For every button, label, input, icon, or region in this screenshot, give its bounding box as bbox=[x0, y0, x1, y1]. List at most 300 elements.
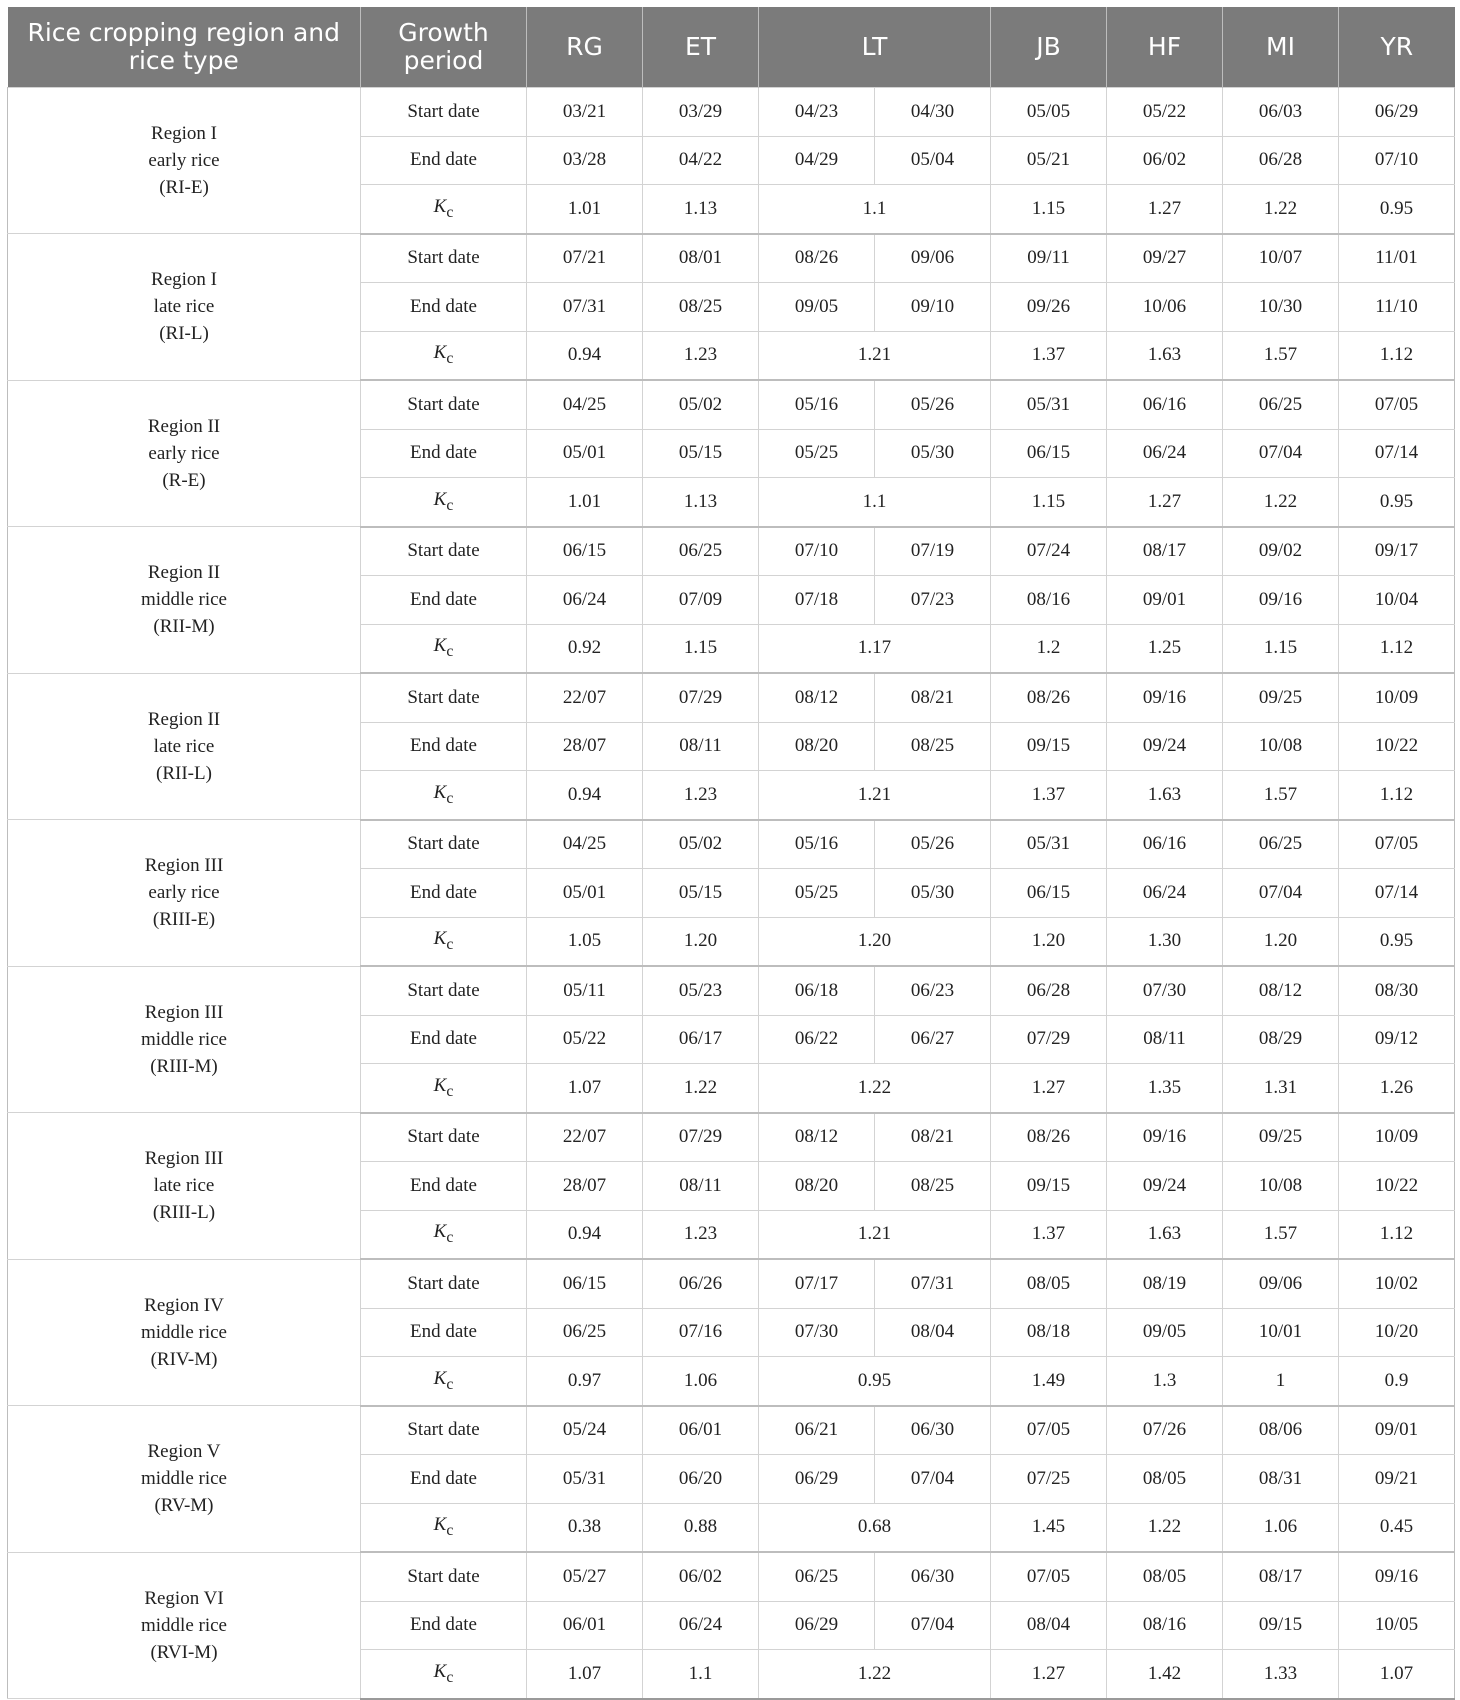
start-date-cell: 09/02 bbox=[1223, 527, 1339, 576]
end-date-cell: 08/20 bbox=[759, 1162, 875, 1211]
kc-cell: 1.22 bbox=[759, 1650, 991, 1699]
start-date-cell: 07/05 bbox=[1339, 380, 1455, 429]
kc-subscript: c bbox=[446, 789, 454, 807]
kc-cell: 1.12 bbox=[1339, 331, 1455, 380]
end-date-cell: 07/04 bbox=[1223, 429, 1339, 478]
end-date-cell: 04/22 bbox=[643, 136, 759, 185]
start-date-cell: 07/05 bbox=[991, 1552, 1107, 1601]
end-date-cell: 07/14 bbox=[1339, 429, 1455, 478]
end-date-cell: 11/10 bbox=[1339, 283, 1455, 332]
region-name: Region II bbox=[147, 415, 221, 437]
kc-cell: 1.42 bbox=[1107, 1650, 1223, 1699]
kc-cell: 1.1 bbox=[759, 478, 991, 527]
kc-cell: 1.12 bbox=[1339, 1210, 1455, 1259]
end-date-cell: 06/24 bbox=[1107, 429, 1223, 478]
end-date-cell: 08/11 bbox=[643, 722, 759, 771]
start-date-cell: 22/07 bbox=[527, 673, 643, 722]
period-label-start: Start date bbox=[361, 820, 527, 869]
end-date-cell: 09/15 bbox=[1223, 1601, 1339, 1650]
header-row bbox=[8, 7, 1455, 88]
period-label-end: End date bbox=[361, 429, 527, 478]
start-date-cell: 05/16 bbox=[759, 380, 875, 429]
end-date-cell: 08/11 bbox=[1107, 1015, 1223, 1064]
table-body bbox=[8, 88, 1455, 1699]
region-code: (RI-L) bbox=[159, 323, 209, 345]
end-date-cell: 07/29 bbox=[991, 1015, 1107, 1064]
kc-cell: 1.30 bbox=[1107, 917, 1223, 966]
end-date-cell: 09/16 bbox=[1223, 576, 1339, 625]
start-date-cell: 08/06 bbox=[1223, 1406, 1339, 1455]
end-date-cell: 07/10 bbox=[1339, 136, 1455, 185]
end-date-cell: 05/15 bbox=[643, 869, 759, 918]
start-date-cell: 06/25 bbox=[1223, 820, 1339, 869]
end-date-cell: 09/05 bbox=[759, 283, 875, 332]
start-date-cell: 05/05 bbox=[991, 88, 1107, 137]
period-label-start: Start date bbox=[361, 673, 527, 722]
kc-symbol: K bbox=[433, 195, 447, 217]
kc-cell: 1.45 bbox=[991, 1503, 1107, 1552]
start-date-cell: 05/31 bbox=[991, 380, 1107, 429]
start-date-cell: 06/25 bbox=[759, 1552, 875, 1601]
table-row bbox=[8, 1552, 1455, 1601]
kc-cell: 1.22 bbox=[759, 1064, 991, 1113]
start-date-cell: 06/29 bbox=[1339, 88, 1455, 137]
kc-cell: 1.31 bbox=[1223, 1064, 1339, 1113]
end-date-cell: 08/18 bbox=[991, 1308, 1107, 1357]
start-date-cell: 05/22 bbox=[1107, 88, 1223, 137]
end-date-cell: 06/28 bbox=[1223, 136, 1339, 185]
kc-cell: 1.20 bbox=[991, 917, 1107, 966]
kc-cell: 1.1 bbox=[759, 185, 991, 234]
start-date-cell: 04/23 bbox=[759, 88, 875, 137]
end-date-cell: 06/24 bbox=[527, 576, 643, 625]
period-label-start: Start date bbox=[361, 1259, 527, 1308]
start-date-cell: 09/17 bbox=[1339, 527, 1455, 576]
period-label-end: End date bbox=[361, 869, 527, 918]
end-date-cell: 06/24 bbox=[1107, 869, 1223, 918]
kc-cell: 1.2 bbox=[991, 624, 1107, 673]
start-date-cell: 05/16 bbox=[759, 820, 875, 869]
period-label-kc bbox=[361, 1650, 527, 1699]
end-date-cell: 07/09 bbox=[643, 576, 759, 625]
kc-subscript: c bbox=[446, 1668, 454, 1686]
end-date-cell: 07/23 bbox=[875, 576, 991, 625]
start-date-cell: 08/26 bbox=[991, 1113, 1107, 1162]
start-date-cell: 07/21 bbox=[527, 234, 643, 283]
end-date-cell: 10/22 bbox=[1339, 1162, 1455, 1211]
start-date-cell: 08/12 bbox=[759, 1113, 875, 1162]
kc-cell: 0.92 bbox=[527, 624, 643, 673]
end-date-cell: 04/29 bbox=[759, 136, 875, 185]
end-date-cell: 28/07 bbox=[527, 722, 643, 771]
kc-cell: 1.15 bbox=[643, 624, 759, 673]
start-date-cell: 07/29 bbox=[643, 1113, 759, 1162]
end-date-cell: 10/22 bbox=[1339, 722, 1455, 771]
region-cell bbox=[8, 380, 361, 527]
rice-type: early rice bbox=[148, 150, 220, 171]
header-rg: RG bbox=[527, 7, 643, 88]
end-date-cell: 07/04 bbox=[1223, 869, 1339, 918]
kc-cell: 0.38 bbox=[527, 1503, 643, 1552]
kc-subscript: c bbox=[446, 350, 454, 368]
header-growth-period: Growth period bbox=[361, 7, 527, 88]
kc-cell: 1.63 bbox=[1107, 1210, 1223, 1259]
kc-cell: 1.15 bbox=[991, 185, 1107, 234]
end-date-cell: 05/22 bbox=[527, 1015, 643, 1064]
kc-cell: 1.27 bbox=[1107, 185, 1223, 234]
start-date-cell: 06/21 bbox=[759, 1406, 875, 1455]
start-date-cell: 22/07 bbox=[527, 1113, 643, 1162]
end-date-cell: 07/25 bbox=[991, 1455, 1107, 1504]
kc-cell: 0.94 bbox=[527, 331, 643, 380]
table-row bbox=[8, 1406, 1455, 1455]
kc-cell: 1.20 bbox=[1223, 917, 1339, 966]
start-date-cell: 08/26 bbox=[759, 234, 875, 283]
kc-cell: 1.33 bbox=[1223, 1650, 1339, 1699]
region-cell bbox=[8, 820, 361, 967]
kc-cell: 1.37 bbox=[991, 771, 1107, 820]
kc-symbol: K bbox=[433, 342, 447, 364]
table-row bbox=[8, 673, 1455, 722]
crop-coefficient-table bbox=[7, 7, 1455, 1700]
rice-type: middle rice bbox=[141, 1468, 227, 1490]
kc-cell: 1.22 bbox=[1107, 1503, 1223, 1552]
region-cell bbox=[8, 673, 361, 820]
end-date-cell: 05/31 bbox=[527, 1455, 643, 1504]
end-date-cell: 07/14 bbox=[1339, 869, 1455, 918]
end-date-cell: 10/01 bbox=[1223, 1308, 1339, 1357]
start-date-cell: 06/16 bbox=[1107, 820, 1223, 869]
kc-cell: 1.07 bbox=[527, 1064, 643, 1113]
kc-cell: 1.21 bbox=[759, 771, 991, 820]
kc-cell: 1.26 bbox=[1339, 1064, 1455, 1113]
header-mi: MI bbox=[1223, 7, 1339, 88]
period-label-kc bbox=[361, 478, 527, 527]
rice-type: late rice bbox=[153, 296, 215, 318]
start-date-cell: 06/25 bbox=[643, 527, 759, 576]
kc-cell: 1.22 bbox=[1223, 185, 1339, 234]
rice-type: middle rice bbox=[141, 1028, 227, 1050]
region-name: Region III bbox=[144, 1001, 224, 1023]
header-jb: JB bbox=[991, 7, 1107, 88]
end-date-cell: 06/27 bbox=[875, 1015, 991, 1064]
start-date-cell: 07/05 bbox=[991, 1406, 1107, 1455]
region-code: (RII-M) bbox=[153, 616, 215, 638]
period-label-start: Start date bbox=[361, 1406, 527, 1455]
region-cell bbox=[8, 1552, 361, 1699]
start-date-cell: 08/21 bbox=[875, 1113, 991, 1162]
end-date-cell: 09/15 bbox=[991, 1162, 1107, 1211]
end-date-cell: 03/28 bbox=[527, 136, 643, 185]
header-region: Rice cropping region and rice type bbox=[8, 7, 361, 88]
start-date-cell: 06/18 bbox=[759, 966, 875, 1015]
end-date-cell: 08/04 bbox=[991, 1601, 1107, 1650]
region-cell bbox=[8, 966, 361, 1113]
end-date-cell: 07/18 bbox=[759, 576, 875, 625]
region-name: Region II bbox=[147, 708, 221, 730]
kc-cell: 1.57 bbox=[1223, 1210, 1339, 1259]
start-date-cell: 06/30 bbox=[875, 1406, 991, 1455]
kc-subscript: c bbox=[446, 203, 454, 221]
period-label-start: Start date bbox=[361, 1552, 527, 1601]
start-date-cell: 04/25 bbox=[527, 820, 643, 869]
end-date-cell: 09/21 bbox=[1339, 1455, 1455, 1504]
kc-cell: 1.25 bbox=[1107, 624, 1223, 673]
kc-cell: 1 bbox=[1223, 1357, 1339, 1406]
start-date-cell: 06/25 bbox=[1223, 380, 1339, 429]
kc-symbol: K bbox=[433, 1660, 447, 1682]
start-date-cell: 05/23 bbox=[643, 966, 759, 1015]
kc-cell: 1.27 bbox=[991, 1650, 1107, 1699]
kc-cell: 1.01 bbox=[527, 185, 643, 234]
kc-cell: 1.12 bbox=[1339, 771, 1455, 820]
region-code: (RII-L) bbox=[156, 762, 212, 784]
region-name: Region III bbox=[144, 855, 224, 877]
end-date-cell: 05/01 bbox=[527, 869, 643, 918]
table-row bbox=[8, 380, 1455, 429]
end-date-cell: 08/29 bbox=[1223, 1015, 1339, 1064]
end-date-cell: 06/22 bbox=[759, 1015, 875, 1064]
table-row bbox=[8, 820, 1455, 869]
kc-cell: 1.3 bbox=[1107, 1357, 1223, 1406]
rice-type: middle rice bbox=[141, 1321, 227, 1343]
region-code: (RIV-M) bbox=[150, 1348, 218, 1370]
kc-cell: 1.27 bbox=[1107, 478, 1223, 527]
start-date-cell: 08/05 bbox=[1107, 1552, 1223, 1601]
end-date-cell: 08/16 bbox=[1107, 1601, 1223, 1650]
period-label-kc bbox=[361, 917, 527, 966]
region-name: Region I bbox=[151, 269, 217, 291]
start-date-cell: 09/01 bbox=[1339, 1406, 1455, 1455]
start-date-cell: 08/12 bbox=[1223, 966, 1339, 1015]
start-date-cell: 06/16 bbox=[1107, 380, 1223, 429]
end-date-cell: 06/29 bbox=[759, 1601, 875, 1650]
kc-symbol: K bbox=[433, 635, 447, 657]
period-label-kc bbox=[361, 185, 527, 234]
start-date-cell: 09/16 bbox=[1107, 1113, 1223, 1162]
kc-cell: 1.57 bbox=[1223, 331, 1339, 380]
period-label-end: End date bbox=[361, 576, 527, 625]
kc-cell: 0.94 bbox=[527, 1210, 643, 1259]
start-date-cell: 08/17 bbox=[1107, 527, 1223, 576]
kc-cell: 1.63 bbox=[1107, 331, 1223, 380]
end-date-cell: 06/01 bbox=[527, 1601, 643, 1650]
period-label-kc bbox=[361, 1210, 527, 1259]
end-date-cell: 07/16 bbox=[643, 1308, 759, 1357]
kc-cell: 1.22 bbox=[643, 1064, 759, 1113]
start-date-cell: 08/05 bbox=[991, 1259, 1107, 1308]
start-date-cell: 07/17 bbox=[759, 1259, 875, 1308]
start-date-cell: 06/02 bbox=[643, 1552, 759, 1601]
header-lt: LT bbox=[759, 7, 991, 88]
period-label-kc bbox=[361, 624, 527, 673]
start-date-cell: 04/30 bbox=[875, 88, 991, 137]
period-label-start: Start date bbox=[361, 88, 527, 137]
rice-type: middle rice bbox=[141, 589, 227, 611]
period-label-end: End date bbox=[361, 1015, 527, 1064]
start-date-cell: 05/26 bbox=[875, 380, 991, 429]
end-date-cell: 05/30 bbox=[875, 869, 991, 918]
kc-cell: 0.9 bbox=[1339, 1357, 1455, 1406]
kc-cell: 1.37 bbox=[991, 331, 1107, 380]
end-date-cell: 07/04 bbox=[875, 1601, 991, 1650]
period-label-start: Start date bbox=[361, 234, 527, 283]
kc-cell: 0.95 bbox=[1339, 917, 1455, 966]
kc-cell: 1.15 bbox=[991, 478, 1107, 527]
end-date-cell: 09/12 bbox=[1339, 1015, 1455, 1064]
end-date-cell: 07/30 bbox=[759, 1308, 875, 1357]
end-date-cell: 10/04 bbox=[1339, 576, 1455, 625]
start-date-cell: 07/29 bbox=[643, 673, 759, 722]
start-date-cell: 06/01 bbox=[643, 1406, 759, 1455]
start-date-cell: 09/06 bbox=[1223, 1259, 1339, 1308]
kc-cell: 0.94 bbox=[527, 771, 643, 820]
kc-cell: 0.68 bbox=[759, 1503, 991, 1552]
table-row bbox=[8, 966, 1455, 1015]
end-date-cell: 08/05 bbox=[1107, 1455, 1223, 1504]
period-label-kc bbox=[361, 331, 527, 380]
start-date-cell: 05/02 bbox=[643, 380, 759, 429]
table-row bbox=[8, 1113, 1455, 1162]
start-date-cell: 03/21 bbox=[527, 88, 643, 137]
start-date-cell: 05/31 bbox=[991, 820, 1107, 869]
end-date-cell: 05/30 bbox=[875, 429, 991, 478]
region-name: Region II bbox=[147, 562, 221, 584]
kc-symbol: K bbox=[433, 781, 447, 803]
end-date-cell: 10/20 bbox=[1339, 1308, 1455, 1357]
kc-cell: 0.97 bbox=[527, 1357, 643, 1406]
start-date-cell: 09/16 bbox=[1339, 1552, 1455, 1601]
region-cell bbox=[8, 1113, 361, 1260]
period-label-start: Start date bbox=[361, 527, 527, 576]
kc-subscript: c bbox=[446, 1375, 454, 1393]
kc-cell: 1.23 bbox=[643, 771, 759, 820]
start-date-cell: 06/30 bbox=[875, 1552, 991, 1601]
kc-symbol: K bbox=[433, 1074, 447, 1096]
start-date-cell: 09/25 bbox=[1223, 1113, 1339, 1162]
period-label-end: End date bbox=[361, 722, 527, 771]
end-date-cell: 06/02 bbox=[1107, 136, 1223, 185]
kc-cell: 1.57 bbox=[1223, 771, 1339, 820]
start-date-cell: 10/07 bbox=[1223, 234, 1339, 283]
end-date-cell: 08/31 bbox=[1223, 1455, 1339, 1504]
table-row bbox=[8, 88, 1455, 137]
kc-symbol: K bbox=[433, 928, 447, 950]
start-date-cell: 06/15 bbox=[527, 527, 643, 576]
kc-cell: 1.37 bbox=[991, 1210, 1107, 1259]
start-date-cell: 07/31 bbox=[875, 1259, 991, 1308]
end-date-cell: 05/25 bbox=[759, 429, 875, 478]
start-date-cell: 06/28 bbox=[991, 966, 1107, 1015]
end-date-cell: 06/15 bbox=[991, 429, 1107, 478]
kc-subscript: c bbox=[446, 496, 454, 514]
kc-cell: 1.63 bbox=[1107, 771, 1223, 820]
end-date-cell: 08/25 bbox=[875, 1162, 991, 1211]
kc-subscript: c bbox=[446, 1522, 454, 1540]
period-label-start: Start date bbox=[361, 380, 527, 429]
kc-cell: 1.21 bbox=[759, 331, 991, 380]
end-date-cell: 08/20 bbox=[759, 722, 875, 771]
end-date-cell: 10/30 bbox=[1223, 283, 1339, 332]
end-date-cell: 28/07 bbox=[527, 1162, 643, 1211]
start-date-cell: 07/19 bbox=[875, 527, 991, 576]
region-cell bbox=[8, 1406, 361, 1553]
period-label-kc bbox=[361, 1357, 527, 1406]
start-date-cell: 10/02 bbox=[1339, 1259, 1455, 1308]
start-date-cell: 10/09 bbox=[1339, 673, 1455, 722]
region-cell bbox=[8, 234, 361, 381]
kc-cell: 1.13 bbox=[643, 185, 759, 234]
region-code: (RIII-E) bbox=[152, 909, 216, 931]
end-date-cell: 10/08 bbox=[1223, 722, 1339, 771]
end-date-cell: 08/04 bbox=[875, 1308, 991, 1357]
kc-cell: 1.27 bbox=[991, 1064, 1107, 1113]
start-date-cell: 10/09 bbox=[1339, 1113, 1455, 1162]
kc-cell: 1.07 bbox=[527, 1650, 643, 1699]
kc-cell: 1.01 bbox=[527, 478, 643, 527]
table-row bbox=[8, 527, 1455, 576]
header-yr: YR bbox=[1339, 7, 1455, 88]
start-date-cell: 03/29 bbox=[643, 88, 759, 137]
start-date-cell: 04/25 bbox=[527, 380, 643, 429]
rice-type: early rice bbox=[148, 882, 220, 904]
period-label-end: End date bbox=[361, 283, 527, 332]
start-date-cell: 09/16 bbox=[1107, 673, 1223, 722]
end-date-cell: 08/16 bbox=[991, 576, 1107, 625]
rice-type: late rice bbox=[153, 735, 215, 757]
period-label-start: Start date bbox=[361, 966, 527, 1015]
region-name: Region VI bbox=[144, 1587, 224, 1609]
kc-cell: 1.49 bbox=[991, 1357, 1107, 1406]
kc-cell: 1.15 bbox=[1223, 624, 1339, 673]
kc-cell: 1.07 bbox=[1339, 1650, 1455, 1699]
start-date-cell: 08/01 bbox=[643, 234, 759, 283]
start-date-cell: 09/27 bbox=[1107, 234, 1223, 283]
kc-cell: 1.21 bbox=[759, 1210, 991, 1259]
start-date-cell: 08/12 bbox=[759, 673, 875, 722]
end-date-cell: 09/15 bbox=[991, 722, 1107, 771]
header-hf: HF bbox=[1107, 7, 1223, 88]
kc-cell: 1.06 bbox=[643, 1357, 759, 1406]
start-date-cell: 07/26 bbox=[1107, 1406, 1223, 1455]
kc-cell: 1.23 bbox=[643, 331, 759, 380]
start-date-cell: 06/23 bbox=[875, 966, 991, 1015]
region-code: (R-E) bbox=[162, 469, 206, 491]
start-date-cell: 05/02 bbox=[643, 820, 759, 869]
region-name: Region III bbox=[144, 1148, 224, 1170]
kc-subscript: c bbox=[446, 936, 454, 954]
start-date-cell: 08/19 bbox=[1107, 1259, 1223, 1308]
table-row bbox=[8, 1259, 1455, 1308]
period-label-end: End date bbox=[361, 136, 527, 185]
kc-cell: 1.13 bbox=[643, 478, 759, 527]
end-date-cell: 09/24 bbox=[1107, 722, 1223, 771]
start-date-cell: 06/03 bbox=[1223, 88, 1339, 137]
period-label-kc bbox=[361, 771, 527, 820]
start-date-cell: 07/05 bbox=[1339, 820, 1455, 869]
start-date-cell: 05/11 bbox=[527, 966, 643, 1015]
region-cell bbox=[8, 1259, 361, 1406]
end-date-cell: 09/26 bbox=[991, 283, 1107, 332]
start-date-cell: 08/17 bbox=[1223, 1552, 1339, 1601]
end-date-cell: 10/08 bbox=[1223, 1162, 1339, 1211]
kc-cell: 1.35 bbox=[1107, 1064, 1223, 1113]
period-label-end: End date bbox=[361, 1308, 527, 1357]
region-code: (RV-M) bbox=[154, 1495, 214, 1517]
kc-symbol: K bbox=[433, 488, 447, 510]
end-date-cell: 05/21 bbox=[991, 136, 1107, 185]
kc-subscript: c bbox=[446, 1229, 454, 1247]
